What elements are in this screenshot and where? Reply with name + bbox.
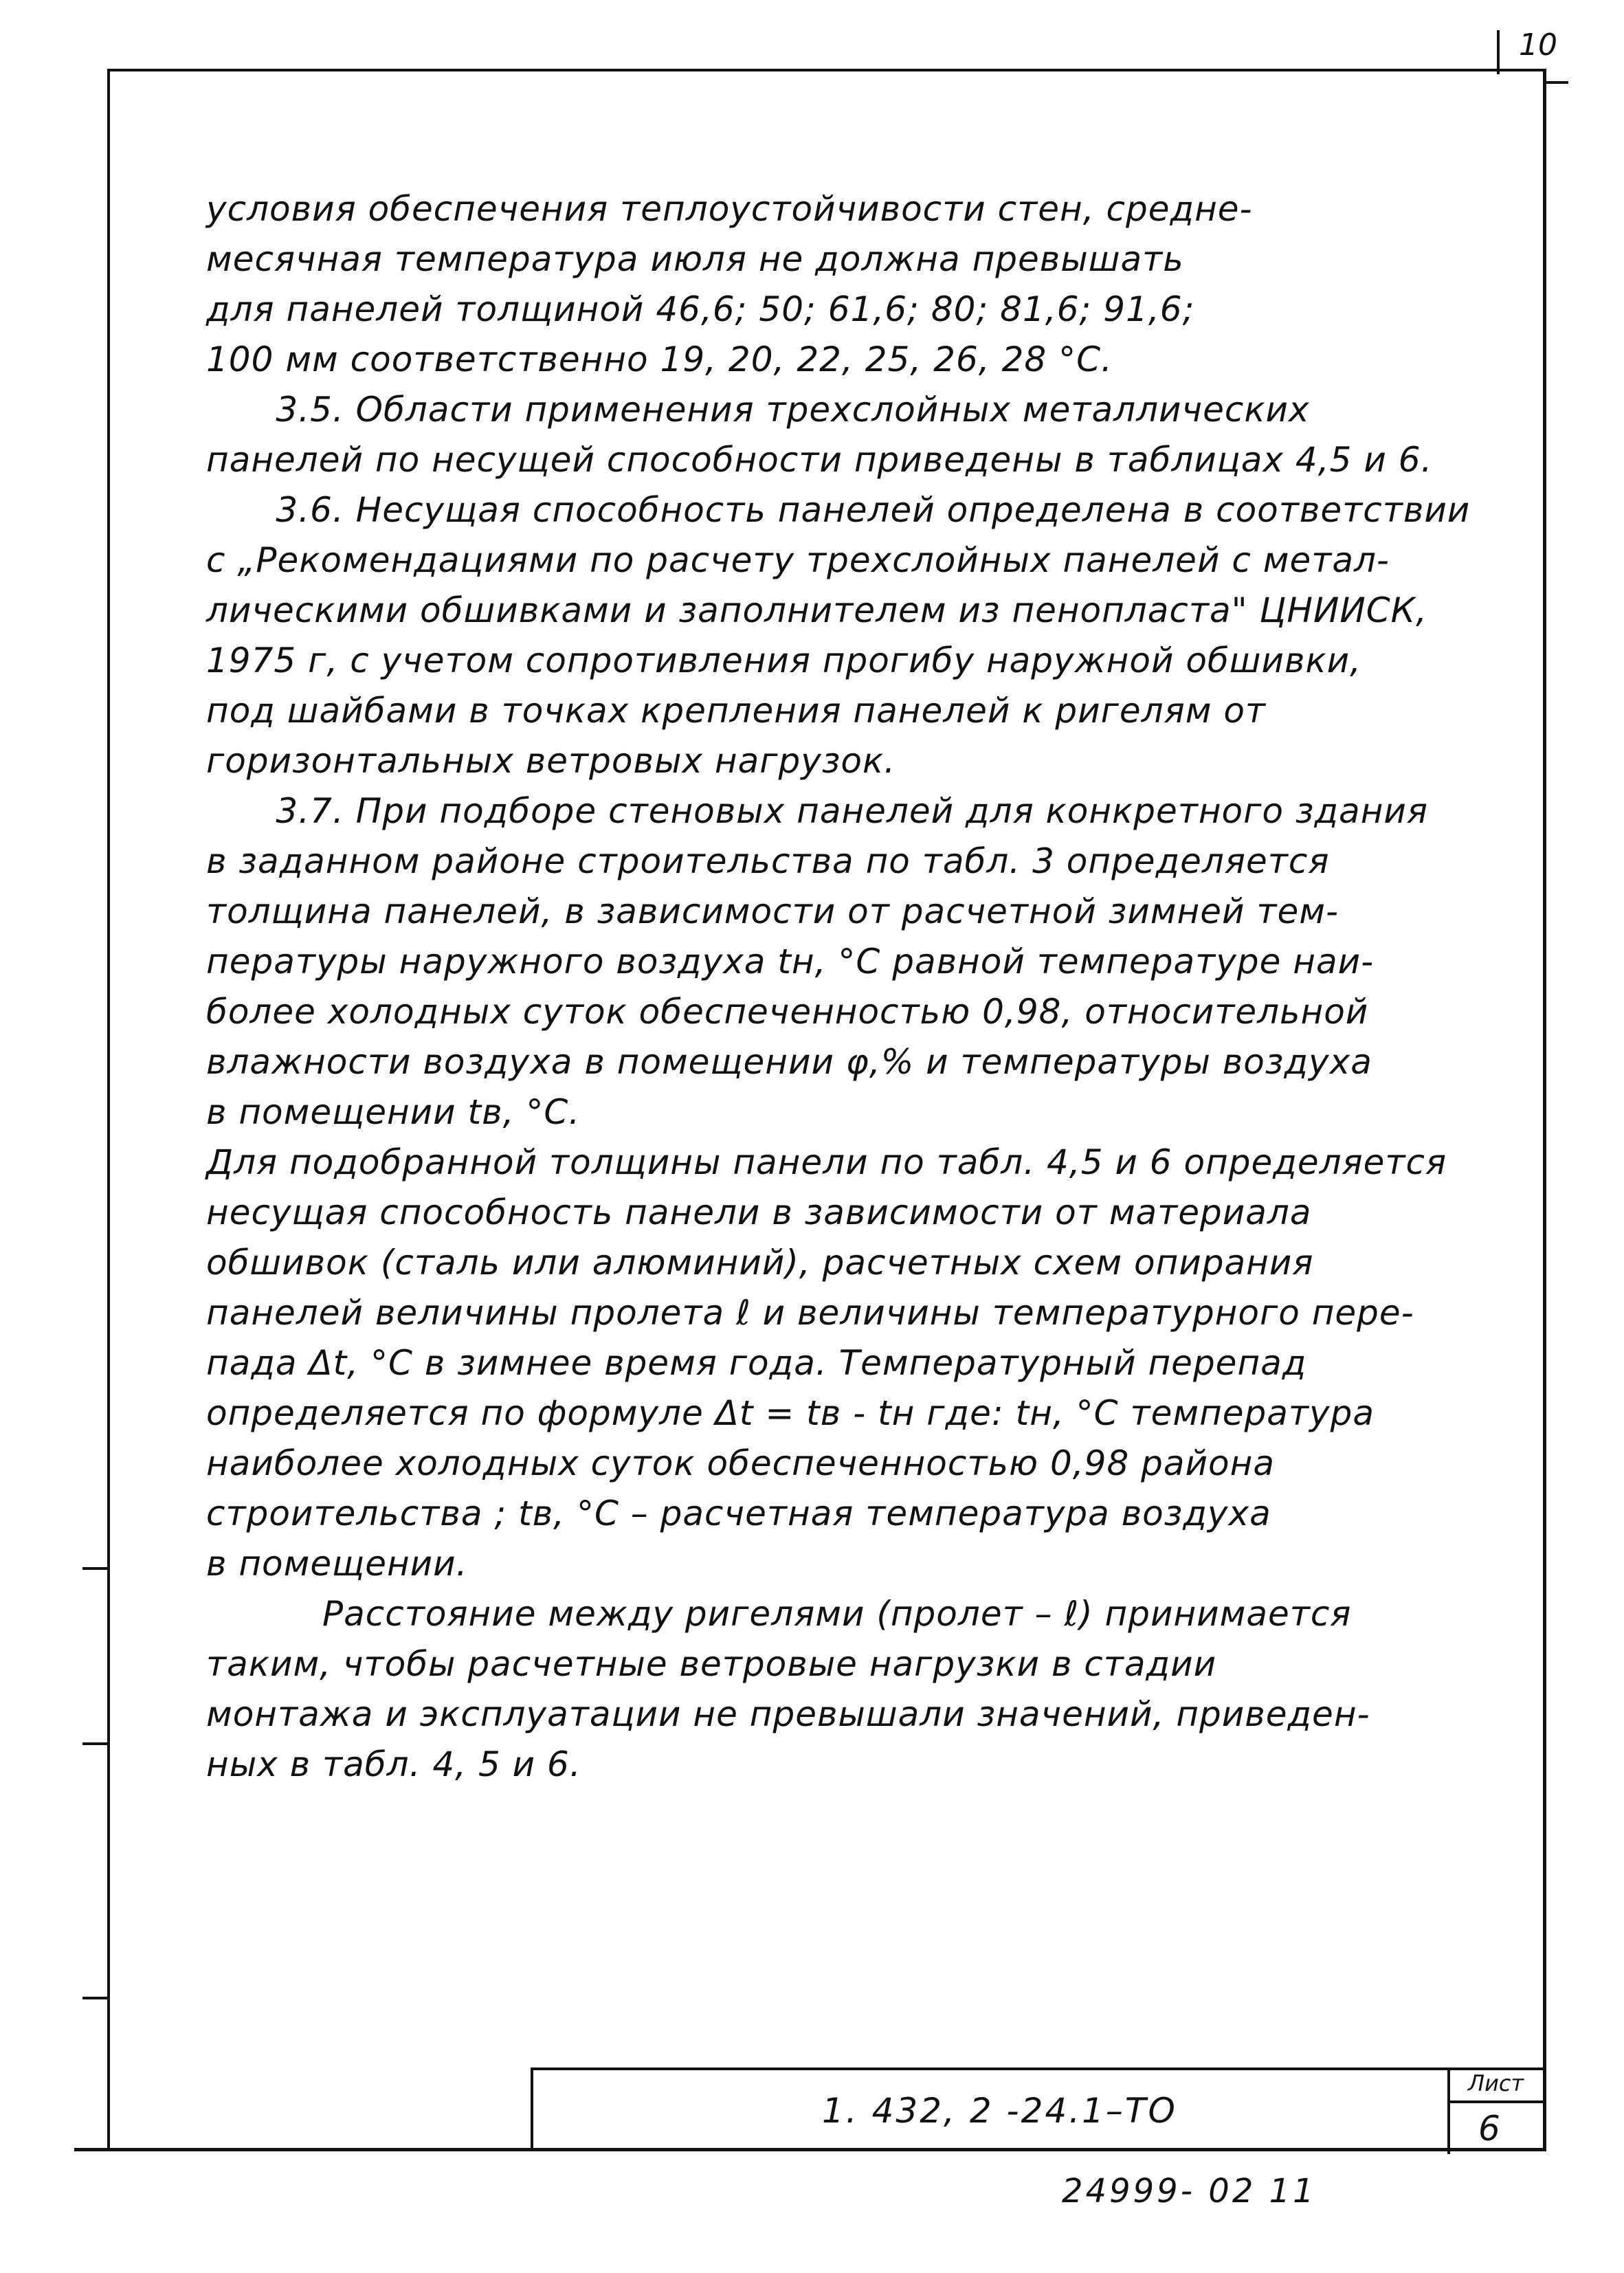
paragraph-3-5: 3.5. Области применения трехслойных металлических панелей по несущей способности приведены в таблицах 4,5 и 6.	[206, 390, 1433, 480]
document-body	[206, 184, 1512, 1790]
page-number: 10	[1519, 27, 1557, 63]
binding-margin-mark	[82, 1997, 110, 1999]
paragraph-3-6: 3.6. Несущая способность панелей определена в соответствии с „Рекомендациями по расчету трехслойных панелей с метал- лическими обшивками и заполнителем из пенопласта" ЦНИИСК, 1975 г, с учетом сопротивления прогибу наружной обшивки, под шайбами в точках крепления панелей к ригелям от горизонтальных ветровых нагрузок.	[206, 490, 1471, 781]
binding-margin-mark	[82, 1742, 110, 1745]
paragraph-load-capacity: Для подобранной толщины панели по табл. 4,5 и 6 определяется несущая способность панели в зависимости от материала обшивок (сталь или алюминий), расчетных схем опирания панелей величины пролета ℓ и величины температурного пере- пада Δt, °С в зимнее время года. Температурный перепад определяется по формуле Δt = tв - tн где: tн, °С температура наиболее холодных суток обеспеченностью 0,98 района строительства ; tв, °С – расчетная температура воздуха в помещении.	[206, 1142, 1447, 1584]
paragraph-3-7: 3.7. При подборе стеновых панелей для конкретного здания в заданном районе строительства по табл. 3 определяется толщина панелей, в зависимости от расчетной зимней тем- пературы наружного воздуха tн, °С равной температуре наи- более холодных суток обеспеченностью 0,98, относительной влажности воздуха в помещении φ,% и температуры воздуха в помещении tв, °С.	[206, 791, 1428, 1132]
archive-number: 24999- 02 11	[1062, 2172, 1317, 2210]
sheet-label: Лист	[1468, 2070, 1524, 2096]
sheet-number: 6	[1478, 2109, 1500, 2149]
title-block	[531, 2067, 1546, 2151]
frame-top-extension	[1546, 81, 1568, 84]
paragraph-thermal-stability: условия обеспечения теплоустойчивости стен, средне- месячная температура июля не должна превышать для панелей толщиной 46,6; 50; 61,6; 80; 81,6; 91,6; 100 мм соответственно 19, 20, 22, 25, 26, 28 °С.	[206, 189, 1253, 379]
sheet-cell-divider	[1447, 2100, 1546, 2103]
binding-margin-mark	[82, 1567, 110, 1570]
corner-tick-mark	[1497, 30, 1500, 74]
document-code: 1. 432, 2 -24.1–ТО	[822, 2091, 1177, 2131]
paragraph-girder-spacing: Расстояние между ригелями (пролет – ℓ) принимается таким, чтобы расчетные ветровые нагрузки в стадии монтажа и эксплуатации не превышали значений, приведен- ных в табл. 4, 5 и 6.	[206, 1594, 1370, 1784]
title-block-divider	[1447, 2070, 1450, 2154]
